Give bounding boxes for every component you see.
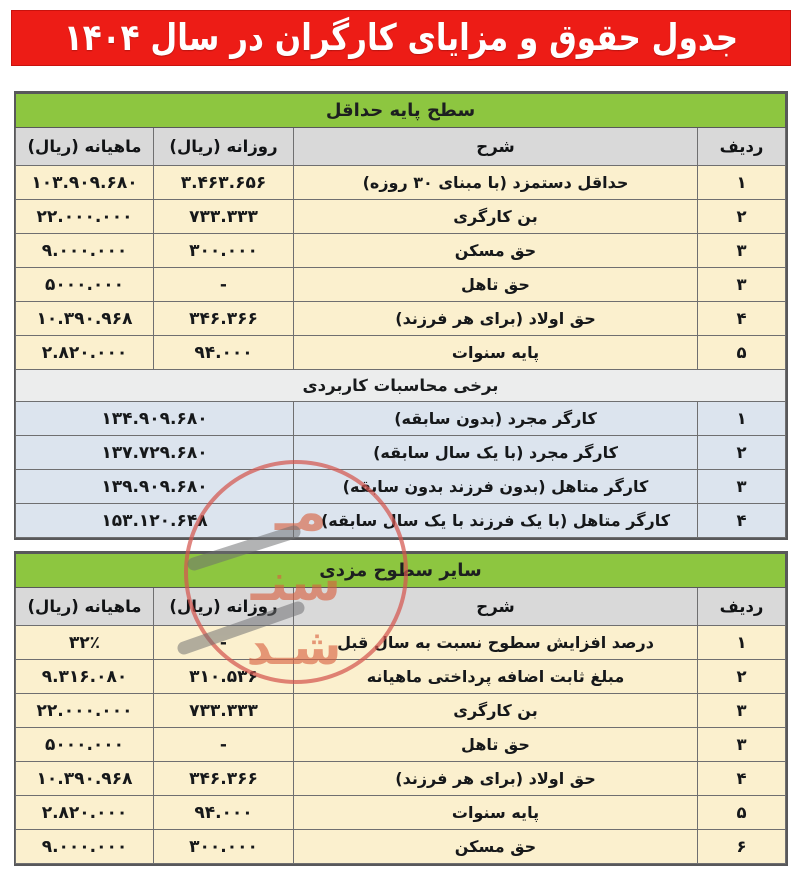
cell-mahiane: ۹.۰۰۰.۰۰۰ [15, 234, 153, 268]
column-header-roozane: روزانه (ریال) [154, 128, 294, 166]
cell-radif: ۱ [698, 626, 786, 660]
column-header-roozane: روزانه (ریال) [154, 588, 294, 626]
cell-roozane: ۳.۴۶۳.۶۵۶ [154, 166, 294, 200]
table-row [15, 234, 785, 268]
cell-roozane: ۹۴.۰۰۰ [154, 796, 294, 830]
title-banner [11, 10, 791, 66]
cell-radif: ۶ [698, 830, 786, 864]
subsection-header-calculations [15, 370, 785, 402]
other-wage-levels-table [14, 551, 788, 866]
cell-sharh: کارگر مجرد (بدون سابقه) [294, 402, 698, 436]
cell-radif: ۴ [698, 504, 786, 538]
subsection-title: برخی محاسبات کاربردی [15, 370, 785, 402]
cell-mahiane: ۹.۳۱۶.۰۸۰ [15, 660, 153, 694]
column-header-sharh: شرح [294, 128, 698, 166]
table-row [15, 166, 785, 200]
calculation-row [15, 436, 785, 470]
cell-roozane: - [154, 626, 294, 660]
cell-radif: ۵ [698, 796, 786, 830]
calculation-row [15, 504, 785, 538]
cell-roozane: - [154, 268, 294, 302]
table-row [15, 762, 785, 796]
cell-sharh: حق اولاد (برای هر فرزند) [294, 762, 698, 796]
cell-sharh: حق تاهل [294, 728, 698, 762]
cell-roozane: ۳۴۶.۳۶۶ [154, 762, 294, 796]
cell-roozane: ۳۰۰.۰۰۰ [154, 234, 294, 268]
cell-radif: ۳ [698, 234, 786, 268]
column-header-radif: ردیف [698, 588, 786, 626]
cell-radif: ۳ [698, 470, 786, 504]
cell-sharh: حداقل دستمزد (با مبنای ۳۰ روزه) [294, 166, 698, 200]
cell-mahiane: ۲۲.۰۰۰.۰۰۰ [15, 200, 153, 234]
cell-radif: ۴ [698, 762, 786, 796]
cell-roozane: ۳۱۰.۵۳۶ [154, 660, 294, 694]
column-header-row [15, 128, 785, 166]
cell-value: ۱۳۷.۷۲۹.۶۸۰ [15, 436, 293, 470]
section-title: سایر سطوح مزدی [15, 554, 785, 588]
table-row [15, 694, 785, 728]
minimum-wage-table [14, 91, 788, 540]
table-one-grid [15, 93, 786, 538]
cell-value: ۱۳۴.۹۰۹.۶۸۰ [15, 402, 293, 436]
column-header-sharh: شرح [294, 588, 698, 626]
cell-sharh: حق مسکن [294, 234, 698, 268]
cell-mahiane: ۲.۸۲۰.۰۰۰ [15, 796, 153, 830]
cell-sharh: مبلغ ثابت اضافه پرداختی ماهیانه [294, 660, 698, 694]
cell-sharh: حق تاهل [294, 268, 698, 302]
cell-sharh: کارگر متاهل (با یک فرزند با یک سال سابقه) [294, 504, 698, 538]
cell-value: ۱۳۹.۹۰۹.۶۸۰ [15, 470, 293, 504]
cell-radif: ۴ [698, 302, 786, 336]
svg-text:سنـ: سنـ [250, 553, 342, 613]
column-header-row [15, 588, 785, 626]
cell-sharh: بن کارگری [294, 200, 698, 234]
table-row [15, 626, 785, 660]
cell-sharh: پایه سنوات [294, 796, 698, 830]
cell-radif: ۱ [698, 402, 786, 436]
cell-roozane: ۷۳۳.۳۳۳ [154, 694, 294, 728]
cell-roozane: - [154, 728, 294, 762]
cell-mahiane: ۲.۸۲۰.۰۰۰ [15, 336, 153, 370]
cell-radif: ۲ [698, 436, 786, 470]
section-header-minimum-level [15, 94, 785, 128]
cell-radif: ۳ [698, 694, 786, 728]
cell-mahiane: ۹.۰۰۰.۰۰۰ [15, 830, 153, 864]
table-row [15, 302, 785, 336]
cell-mahiane: ۳۲٪ [15, 626, 153, 660]
calculation-row [15, 470, 785, 504]
cell-sharh: درصد افزایش سطوح نسبت به سال قبل [294, 626, 698, 660]
cell-roozane: ۳۰۰.۰۰۰ [154, 830, 294, 864]
cell-mahiane: ۵۰۰۰.۰۰۰ [15, 268, 153, 302]
calculation-row [15, 402, 785, 436]
cell-radif: ۱ [698, 166, 786, 200]
cell-sharh: کارگر مجرد (با یک سال سابقه) [294, 436, 698, 470]
page-title: جدول حقوق و مزایای کارگران در سال ۱۴۰۴ [63, 16, 739, 60]
cell-radif: ۲ [698, 660, 786, 694]
table-row [15, 200, 785, 234]
cell-sharh: کارگر متاهل (بدون فرزند بدون سابقه) [294, 470, 698, 504]
column-header-mahiane: ماهیانه (ریال) [15, 128, 153, 166]
table-row [15, 728, 785, 762]
table-row [15, 830, 785, 864]
svg-text:شـد: شـد [246, 618, 342, 676]
cell-value: ۱۵۳.۱۲۰.۶۴۸ [15, 504, 293, 538]
cell-radif: ۳ [698, 268, 786, 302]
table-row [15, 660, 785, 694]
table-two-grid [15, 553, 786, 864]
column-header-radif: ردیف [698, 128, 786, 166]
cell-roozane: ۹۴.۰۰۰ [154, 336, 294, 370]
cell-roozane: ۳۴۶.۳۶۶ [154, 302, 294, 336]
cell-mahiane: ۵۰۰۰.۰۰۰ [15, 728, 153, 762]
table-row [15, 336, 785, 370]
cell-sharh: حق مسکن [294, 830, 698, 864]
svg-text:مـ: مـ [275, 480, 327, 543]
section-title: سطح پایه حداقل [15, 94, 785, 128]
cell-mahiane: ۱۰۳.۹۰۹.۶۸۰ [15, 166, 153, 200]
cell-sharh: پایه سنوات [294, 336, 698, 370]
column-header-mahiane: ماهیانه (ریال) [15, 588, 153, 626]
cell-mahiane: ۲۲.۰۰۰.۰۰۰ [15, 694, 153, 728]
table-row [15, 268, 785, 302]
cell-radif: ۳ [698, 728, 786, 762]
cell-radif: ۲ [698, 200, 786, 234]
cell-mahiane: ۱۰.۳۹۰.۹۶۸ [15, 762, 153, 796]
section-header-other-levels [15, 554, 785, 588]
table-row [15, 796, 785, 830]
cell-roozane: ۷۳۳.۳۳۳ [154, 200, 294, 234]
cell-mahiane: ۱۰.۳۹۰.۹۶۸ [15, 302, 153, 336]
cell-sharh: حق اولاد (برای هر فرزند) [294, 302, 698, 336]
cell-sharh: بن کارگری [294, 694, 698, 728]
cell-radif: ۵ [698, 336, 786, 370]
